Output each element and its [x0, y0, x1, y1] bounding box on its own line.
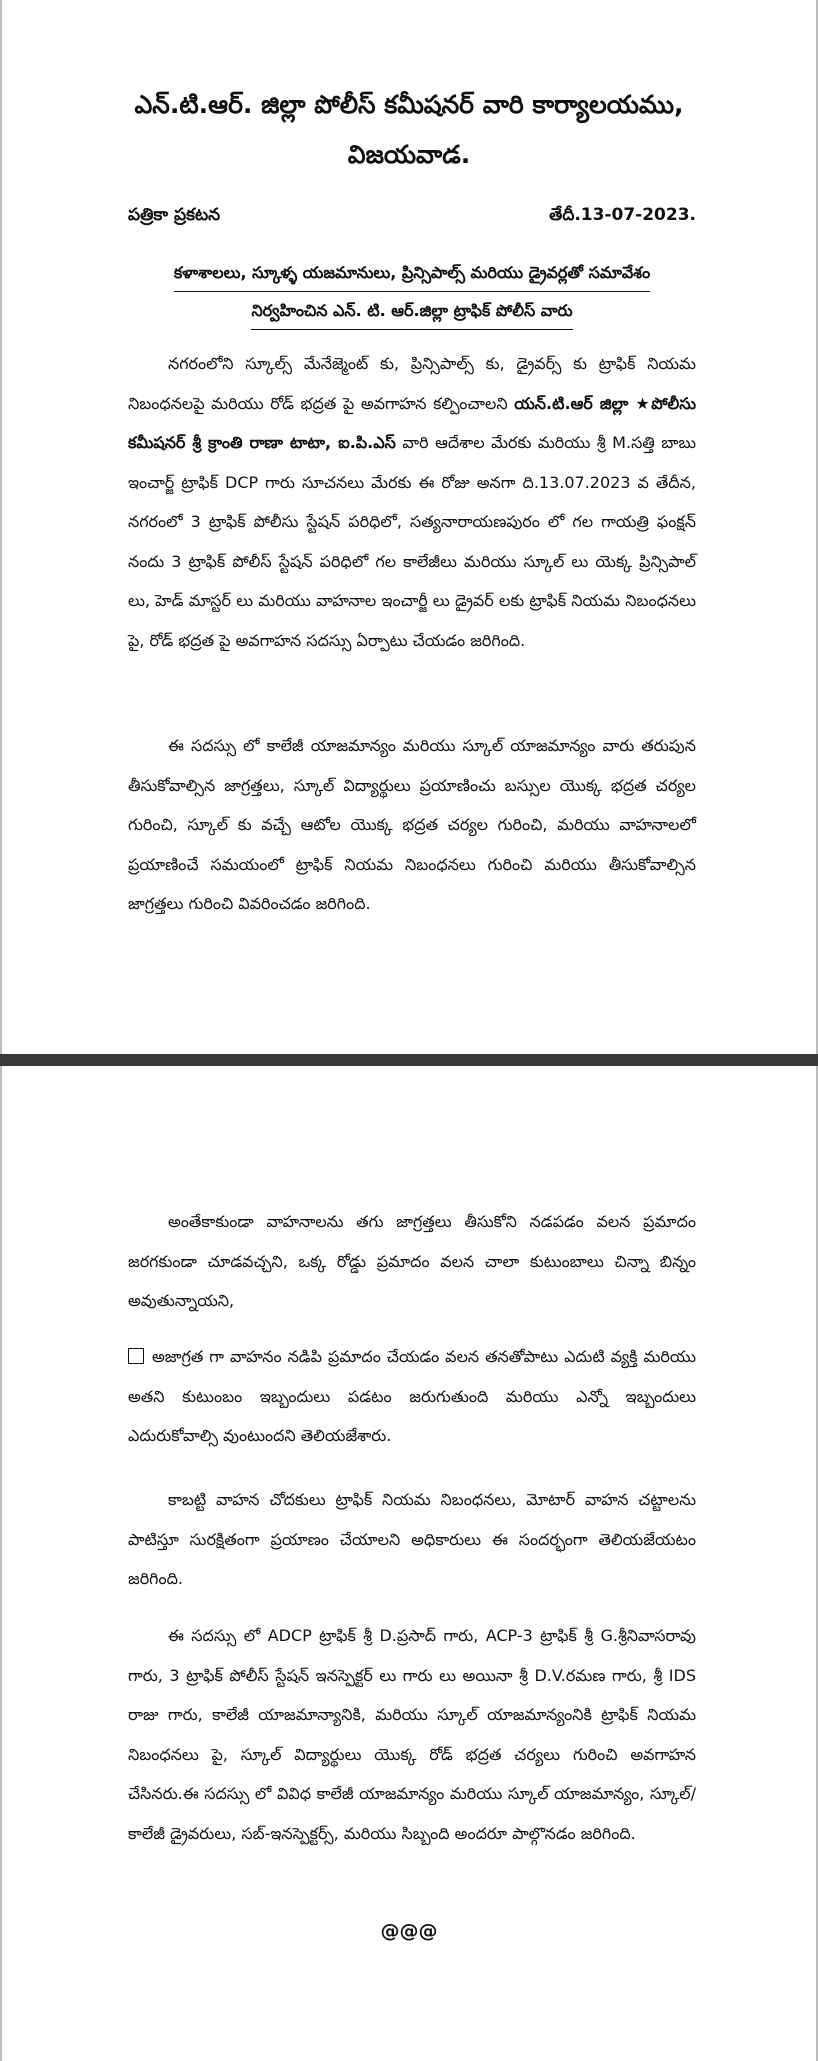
checkbox-icon: [128, 1348, 144, 1364]
paragraph-3: [128, 1202, 696, 1321]
paragraph-4: [128, 1337, 696, 1456]
paragraph-3-text: అంతేకాకుండా వాహనాలను తగు జాగ్రత్తలు తీసుకోని నడపడం వలన ప్రమాదం జరగకుండా చూడవచ్చని, ఒక్క రోడ్డు ప్రమాదం వలన చాలా కుటుంబాలు చిన్నా బిన్నం అవుతున్నాయని,: [128, 1212, 696, 1310]
paragraph-2: [128, 726, 696, 924]
office-city: విజయవాడ.: [347, 140, 471, 169]
paragraph-6-text: ఈ సదస్సు లో ADCP ట్రాఫిక్ శ్రీ D.ప్రసాద్ గారు, ACP-3 ట్రాఫిక్ శ్రీ G.శ్రీనివాసరావు గారు, 3 ట్రాఫిక్ పోలీస్ స్టేషన్ ఇనస్పెక్టర్ లు గారు లు అయినా శ్రీ D.V.రమణ గారు, శ్రీ IDS రాజు గారు, కాలేజీ యాజమాన్యానికి, మరియు స్కూల్ యాజమాన్యంనికి ట్రాఫిక్ నియమ నిబంధనలు పై, స్కూల్ విద్యార్థులు యొక్క రోడ్ భద్రత చర్యలు గురించి అవగాహన చేసినరు.ఈ సదస్సు లో వివిధ కాలేజీ యాజమాన్యం మరియు స్కూల్ యాజమాన్యం, స్కూల్/కాలేజీ డ్రైవరులు, సబ్-ఇనస్పెక్టర్స్, మరియు సిబ్బంది అందరూ పాల్గొనడం జరిగింది.: [128, 1626, 696, 1843]
paragraph-2-text: ఈ సదస్సు లో కాలేజీ యాజమాన్యం మరియు స్కూల్ యాజమాన్యం వారు తరుపున తీసుకోవాల్సిన జాగ్రత్తలు, స్కూల్ విద్యార్థులు ప్రయాణించు బస్సుల యొక్క భద్రత చర్యల గురించి, స్కూల్ కు వచ్చే ఆటోల యొక్క భద్రత చర్యల గురించి, మరియు వాహనాలలో ప్రయాణించే సమయంలో ట్రాఫిక్ నియమ నిబంధనలు గురించి మరియు తీసుకోవాల్సిన జాగ్రత్తలు గురించి వివరించడం జరిగింది.: [128, 736, 696, 913]
paragraph-5-text: కాబట్టి వాహన చోదకులు ట్రాఫిక్ నియమ నిబంధనలు, మోటార్ వాహన చట్టాలను పాటిస్తూ సురక్షితంగా ప్రయాణం చేయాలని అధికారులు ఈ సందర్భంగా తెలియజేయటం జరిగింది.: [128, 1490, 696, 1588]
page-separator: [0, 1054, 818, 1066]
end-mark: @@@: [380, 1920, 438, 1942]
subject-line-2: నిర్వహించిన ఎన్. టి. ఆర్.జిల్లా ట్రాఫిక్ పోలీస్ వారు: [251, 293, 572, 330]
paragraph-6: [128, 1616, 696, 1853]
paragraph-1: [128, 344, 696, 660]
office-title: ఎన్.టి.ఆర్. జిల్లా పోలీస్ కమీషనర్ వారి కార్యాలయము,: [134, 90, 684, 119]
paragraph-4-text: అజాగ్రత గా వాహనం నడిపి ప్రమాదం చేయడం వలన తనతోపాటు ఎదుటి వ్యక్తి మరియు అతని కుటుంబం ఇబ్బందులు పడటం జరుగుతుంది మరియు ఎన్నో ఇబ్బందులు ఎదురుకోవాల్సి వుంటుందని తెలియజేశారు.: [128, 1347, 696, 1445]
paragraph-1-text-b: వారి ఆదేశాల మేరకు మరియు శ్రీ M.సత్తి బాబు ఇంచార్జ్ ట్రాఫిక్ DCP గారు సూచనలు మేరకు ఈ రోజు అనగా ది.13.07.2023 వ తేదీన, నగరంలో 3 ట్రాఫిక్ పోలీసు స్టేషన్ పరిధిలో, సత్యనారాయణపురం లో గల గాయత్రి ఫంక్షన్ నందు 3 ట్రాఫిక్ పోలీస్ స్టేషన్ పరిధిలో గల కాలేజీలు మరియు స్కూల్ లు యెక్క ప్రిన్సిపాల్ లు, హెడ్ మాస్టర్ లు మరియు వాహనాల ఇంచార్జీ లు డ్రైవర్ లకు ట్రాఫిక్ నియమ నిబంధనలు పై, రోడ్ భద్రత పై అవగాహన సదస్సు ఏర్పాటు చేయడం జరిగింది.: [128, 433, 696, 650]
paragraph-5: [128, 1480, 696, 1599]
subject-heading: [128, 254, 696, 330]
paragraph-1-bold: యన్.టి.ఆర్ జిల్లా ★పోలీసు కమీషనర్ శ్రీ క్రాంతి రాణా టాటా, ఐ.పి.ఎస్: [128, 393, 696, 452]
subject-line-1: కళాశాలలు, స్కూళ్ళ యజమానులు, ప్రిన్సిపాల్స్ మరియు డ్రైవర్లతో సమావేశం: [174, 255, 650, 292]
press-release-label: పత్రికా ప్రకటన: [128, 205, 221, 225]
release-date: తేదీ.13-07-2023.: [549, 205, 696, 225]
paragraph-1-text-a: నగరంలోని స్కూల్స్ మేనేజ్మెంట్ కు, ప్రిన్సిపాల్స్ కు, డ్రైవర్స్ కు ట్రాఫిక్ నియమ నిబంధనలపై మరియు రోడ్ భద్రత పై అవగాహన కల్పించాలని: [128, 354, 696, 413]
